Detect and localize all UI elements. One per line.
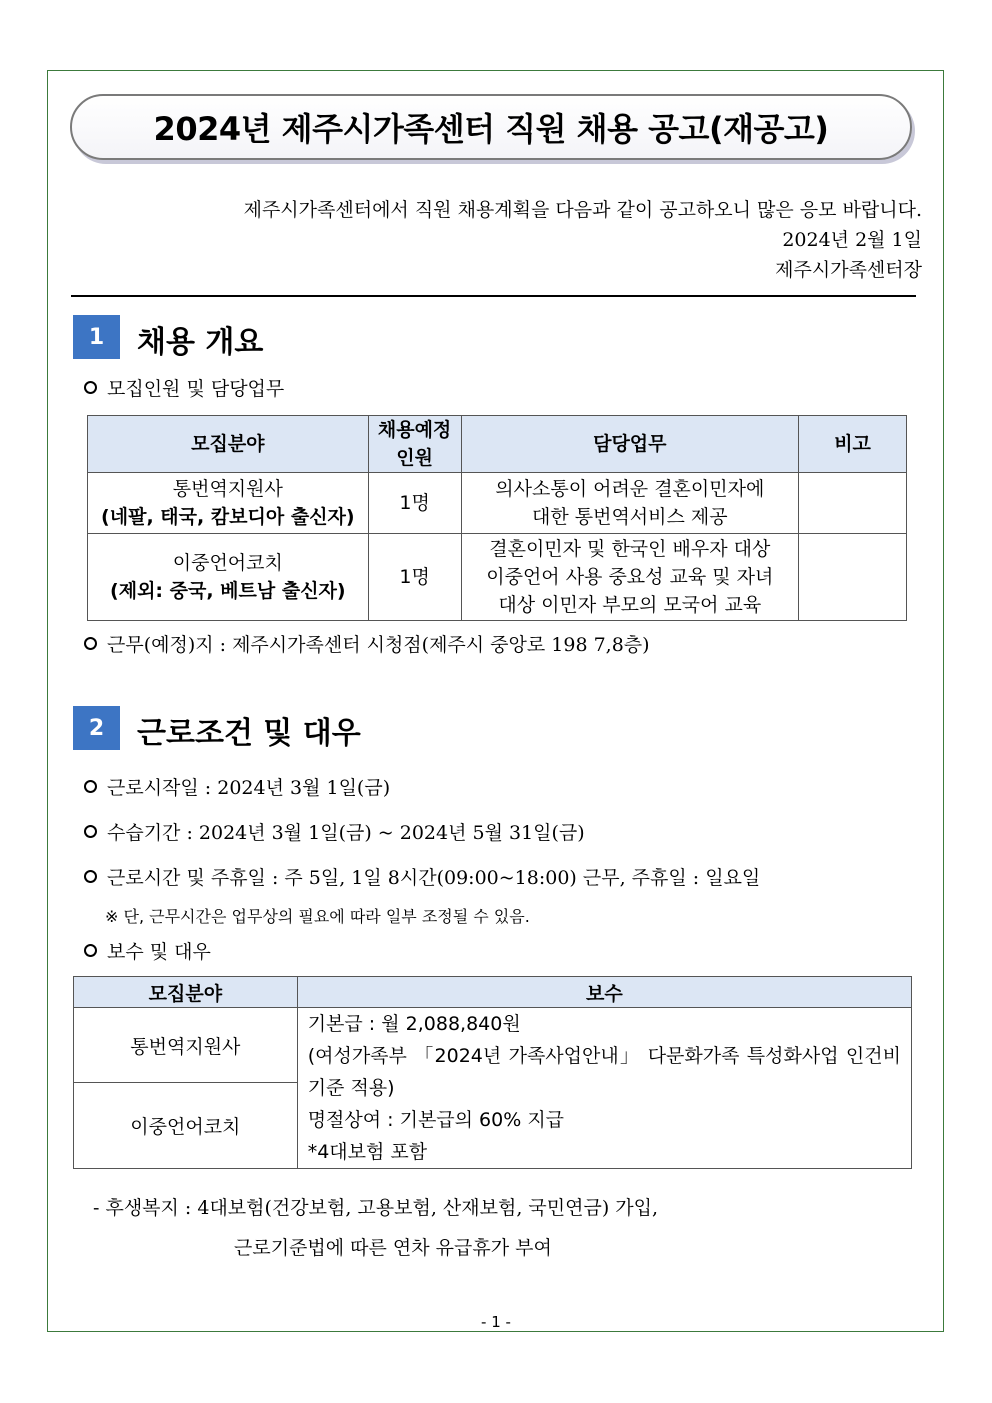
intro-date: 2024년 2월 1일 xyxy=(782,229,922,251)
field-cell: 통번역지원사 (네팔, 태국, 캄보디아 출신자) xyxy=(88,473,369,534)
title-banner xyxy=(70,94,912,160)
divider xyxy=(71,295,916,297)
welfare-line-2: 근로기준법에 따른 연차 유급휴가 부여 xyxy=(234,1237,552,1259)
field-cell: 통번역지원사 xyxy=(74,1008,298,1083)
section-2-bullet-hours: 근로시간 및 주휴일 : 주 5일, 1일 8시간(09:00~18:00) 근무, 주휴일 : 일요일 xyxy=(84,863,760,890)
page-number: - 1 - xyxy=(481,1313,511,1331)
header-count: 채용예정 인원 xyxy=(368,416,461,473)
circle-bullet-icon xyxy=(84,381,97,394)
table-row xyxy=(88,534,907,621)
duty-cell: 의사소통이 어려운 결혼이민자에 대한 통번역서비스 제공 xyxy=(461,473,799,534)
count-cell: 1명 xyxy=(368,534,461,621)
pay-table-header xyxy=(74,977,912,1008)
circle-bullet-icon xyxy=(84,637,97,650)
pay-table xyxy=(73,976,912,1169)
section-1-number: 1 xyxy=(73,315,120,359)
recruit-table-header xyxy=(88,416,907,473)
field-cell: 이중언어코치 (제외: 중국, 베트남 출신자) xyxy=(88,534,369,621)
recruit-table xyxy=(87,415,907,621)
table-row xyxy=(88,473,907,534)
hours-note: ※ 단, 근무시간은 업무상의 필요에 따라 일부 조정될 수 있음. xyxy=(105,907,530,926)
circle-bullet-icon xyxy=(84,825,97,838)
header-note: 비고 xyxy=(799,416,907,473)
count-cell: 1명 xyxy=(368,473,461,534)
circle-bullet-icon xyxy=(84,944,97,957)
section-1-bullet-location: 근무(예정)지 : 제주시가족센터 시청점(제주시 중앙로 198 7,8층) xyxy=(84,630,650,657)
field-cell: 이중언어코치 xyxy=(74,1083,298,1169)
section-2-title: 근로조건 및 대우 xyxy=(137,716,361,751)
section-2-bullet-probation: 수습기간 : 2024년 3월 1일(금) ~ 2024년 5월 31일(금) xyxy=(84,818,585,845)
header-pay: 보수 xyxy=(297,977,911,1008)
welfare-line-1: - 후생복지 : 4대보험(건강보험, 고용보험, 산재보험, 국민연금) 가입, xyxy=(93,1197,659,1219)
header-duty: 담당업무 xyxy=(461,416,799,473)
section-2-bullet-start: 근로시작일 : 2024년 3월 1일(금) xyxy=(84,773,390,800)
circle-bullet-icon xyxy=(84,780,97,793)
pay-cell: 기본급 : 월 2,088,840원 (여성가족부 「2024년 가족사업안내」 다문화가족 특성화사업 인건비 기준 적용) 명절상여 : 기본급의 60% 지급 *4대보험 포함 xyxy=(297,1008,911,1169)
page-title: 2024년 제주시가족센터 직원 채용 공고(재공고) xyxy=(153,110,829,148)
circle-bullet-icon xyxy=(84,870,97,883)
table-row xyxy=(74,1008,912,1083)
intro-text: 제주시가족센터에서 직원 채용계획을 다음과 같이 공고하오니 많은 응모 바랍니다. xyxy=(243,199,922,221)
header-field: 모집분야 xyxy=(88,416,369,473)
header-field: 모집분야 xyxy=(74,977,298,1008)
section-2-number: 2 xyxy=(73,706,120,750)
note-cell xyxy=(799,473,907,534)
duty-cell: 결혼이민자 및 한국인 배우자 대상 이중언어 사용 중요성 교육 및 자녀 대상 이민자 부모의 모국어 교육 xyxy=(461,534,799,621)
section-1-bullet-recruit: 모집인원 및 담당업무 xyxy=(84,374,284,401)
section-1-title: 채용 개요 xyxy=(137,325,264,360)
note-cell xyxy=(799,534,907,621)
intro-signer: 제주시가족센터장 xyxy=(775,259,922,281)
section-2-bullet-pay: 보수 및 대우 xyxy=(84,937,211,964)
